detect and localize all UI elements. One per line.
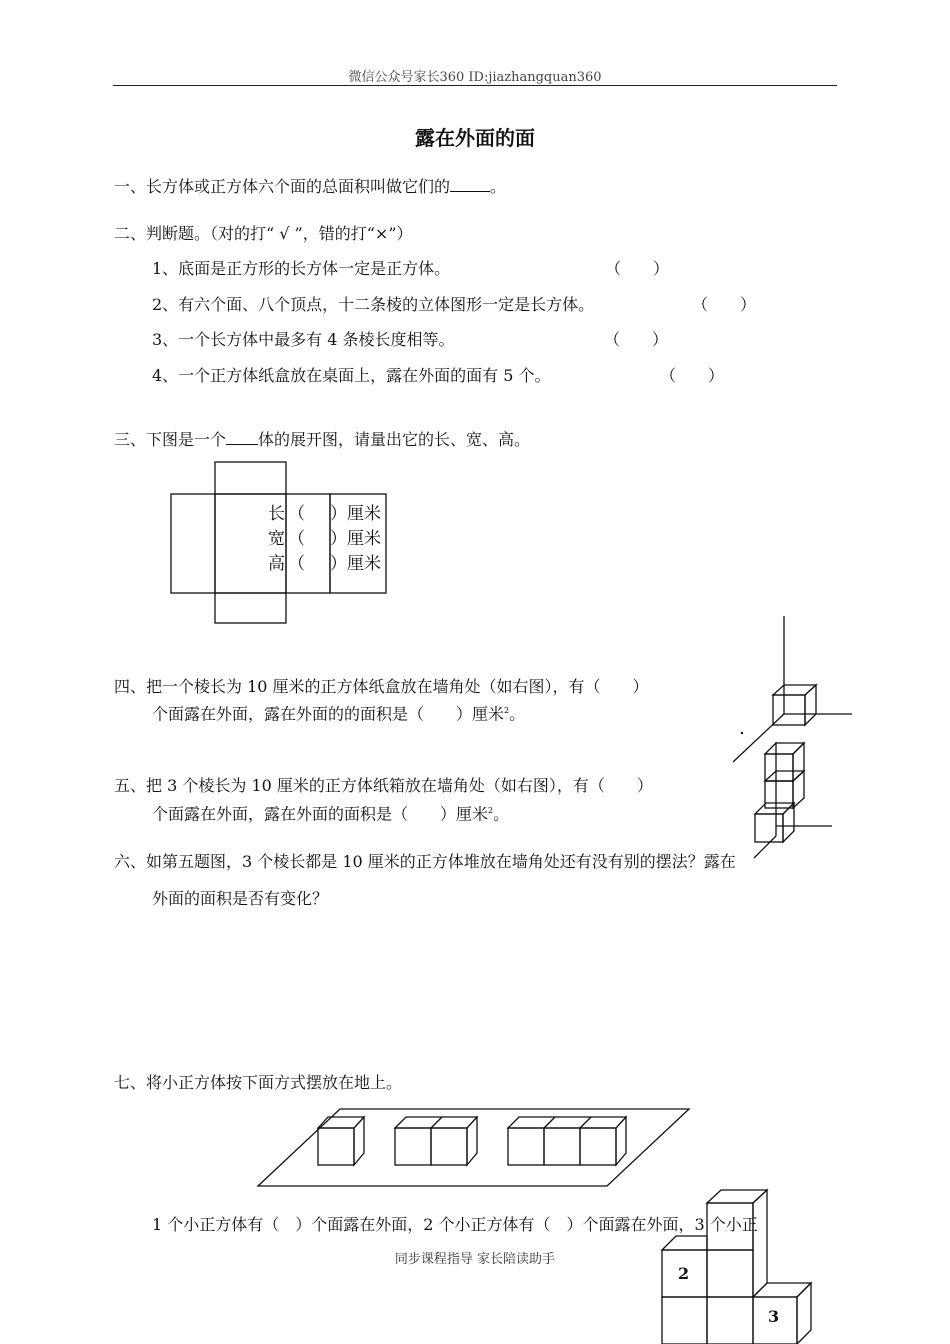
q2-item-3-paren: （ ） bbox=[604, 330, 669, 349]
q4-end: 。 bbox=[509, 704, 526, 724]
q2-item-4-paren: （ ） bbox=[660, 366, 725, 385]
q3-text-end: 体的展开图，请量出它的长、宽、高。 bbox=[258, 430, 531, 449]
q3-text: 三、下图是一个 bbox=[114, 430, 227, 449]
q2-item-1-paren: （ ） bbox=[605, 259, 670, 278]
q5-end: 。 bbox=[493, 804, 510, 824]
q2-item-4: 4、一个正方体纸盒放在桌面上，露在外面的面有 5 个。 bbox=[152, 366, 551, 385]
net-open-paren: （ bbox=[288, 529, 305, 549]
q4-line-1: 四、把一个棱长为 10 厘米的正方体纸盒放在墙角处（如右图），有（ ） bbox=[114, 677, 649, 696]
q5-line-2-text: 个面露在外面，露在外面的面积是（ ）厘米 bbox=[152, 804, 489, 824]
net-label-height: 高 bbox=[268, 554, 285, 574]
net-label-width: 宽 bbox=[268, 529, 285, 549]
q6-line-2: 外面的面积是否有变化？ bbox=[152, 889, 329, 908]
q7-line: 1 个小正方体有（ ）个面露在外面，2 个小正方体有（ ）个面露在外面，3 个小正 bbox=[152, 1215, 758, 1234]
net-unit-length: ）厘米 bbox=[330, 504, 381, 524]
q4-line-2-text: 个面露在外面，露在外面的的面积是（ ）厘米 bbox=[152, 704, 505, 724]
q6-line-1: 六、如第五题图，3 个棱长都是 10 厘米的正方体堆放在墙角处还有没有别的摆法？露在 bbox=[114, 852, 736, 871]
q2-item-2: 2、有六个面、八个顶点，十二条棱的立体图形一定是长方体。 bbox=[152, 295, 595, 314]
cube-number-2: 2 bbox=[678, 1264, 690, 1283]
q1-end: 。 bbox=[490, 177, 507, 196]
q2-item-2-paren: （ ） bbox=[692, 295, 757, 314]
q4-superscript: 2 bbox=[504, 706, 510, 715]
q2-heading: 二、判断题。（对的打“ √ ”，错的打“×”） bbox=[114, 224, 413, 243]
net-open-paren: （ bbox=[288, 504, 305, 524]
net-open-paren: （ bbox=[288, 554, 305, 574]
page-footer: 同步课程指导 家长陪读助手 bbox=[394, 1252, 556, 1267]
q5-superscript: 2 bbox=[488, 806, 494, 815]
net-unit-width: ）厘米 bbox=[330, 529, 381, 549]
page-header: 微信公众号家长360 ID:jiazhangquan360 bbox=[348, 70, 602, 85]
net-label-length: 长 bbox=[268, 504, 285, 524]
q2-item-3: 3、一个长方体中最多有 4 条棱长度相等。 bbox=[152, 330, 455, 349]
cube-number-3: 3 bbox=[768, 1307, 780, 1326]
q2-item-1: 1、底面是正方形的长方体一定是正方体。 bbox=[152, 259, 451, 278]
page-title: 露在外面的面 bbox=[415, 126, 535, 150]
q5-line-1: 五、把 3 个棱长为 10 厘米的正方体纸箱放在墙角处（如右图），有（ ） bbox=[114, 776, 653, 795]
q7-heading: 七、将小正方体按下面方式摆放在地上。 bbox=[114, 1073, 403, 1092]
net-unit-height: ）厘米 bbox=[330, 554, 381, 574]
q1-text: 一、长方体或正方体六个面的总面积叫做它们的 bbox=[114, 177, 451, 196]
